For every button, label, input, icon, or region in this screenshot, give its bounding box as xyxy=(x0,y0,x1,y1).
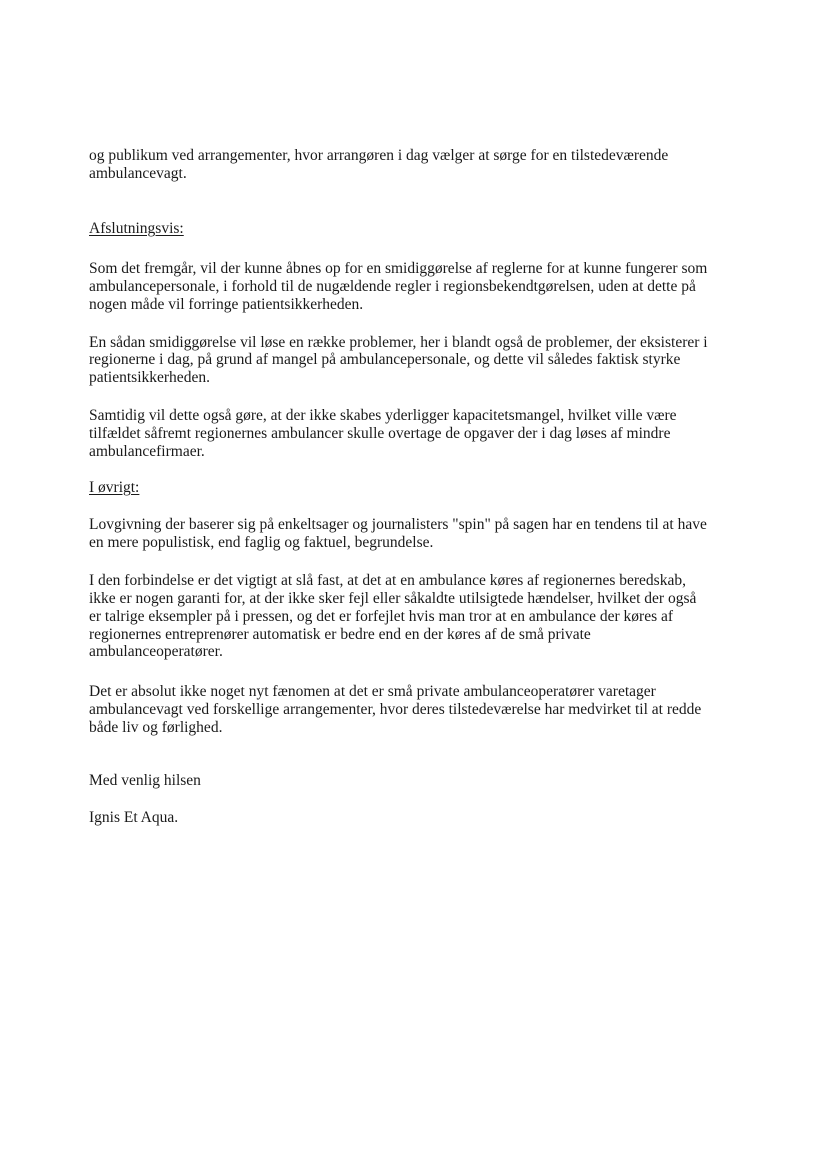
paragraph-line: både liv og førlighed. xyxy=(89,719,223,736)
paragraph-line: ikke er nogen garanti for, at der ikke sker fejl eller såkaldte utilsigtede hændelser, hvilket der også xyxy=(89,590,697,607)
paragraph-line: ambulancepersonale, i forhold til de nugældende regler i regionsbekendtgørelsen, uden at dette på xyxy=(89,278,696,295)
intro-line: ambulancevagt. xyxy=(89,165,187,182)
paragraph-line: regionerne i dag, på grund af mangel på ambulancepersonale, og dette vil således faktisk styrke xyxy=(89,351,681,368)
paragraph-line: ambulancevagt ved forskellige arrangementer, hvor deres tilstedeværelse har medvirket til at redde xyxy=(89,701,702,718)
section-heading-closing: Afslutningsvis: xyxy=(89,220,184,237)
paragraph-line: er talrige eksempler på i pressen, og det er forfejlet hvis man tror at en ambulance der køres af xyxy=(89,608,674,625)
paragraph-line: en mere populistisk, end faglig og faktuel, begrundelse. xyxy=(89,534,434,551)
paragraph-line: tilfældet såfremt regionernes ambulancer skulle overtage de opgaver der i dag løses af mindre xyxy=(89,425,671,442)
paragraph-line: regionernes entreprenører automatisk er bedre end en der køres af de små private xyxy=(89,626,591,643)
salutation: Med venlig hilsen xyxy=(89,772,201,789)
paragraph-line: patientsikkerheden. xyxy=(89,369,210,386)
paragraph-line: Samtidig vil dette også gøre, at der ikke skabes yderligger kapacitetsmangel, hvilket ville være xyxy=(89,407,677,424)
paragraph-line: Lovgivning der baserer sig på enkeltsager og journalisters "spin" på sagen har en tendens til at have xyxy=(89,516,707,533)
section-heading-other: I øvrigt: xyxy=(89,479,140,496)
paragraph-line: En sådan smidiggørelse vil løse en række problemer, her i blandt også de problemer, der eksisterer i xyxy=(89,334,708,351)
paragraph-line: nogen måde vil forringe patientsikkerheden. xyxy=(89,296,364,313)
intro-line: og publikum ved arrangementer, hvor arrangøren i dag vælger at sørge for en tilstedeværende xyxy=(89,147,669,164)
signature: Ignis Et Aqua. xyxy=(89,809,179,826)
paragraph-line: Det er absolut ikke noget nyt fænomen at det er små private ambulanceoperatører varetager xyxy=(89,683,656,700)
paragraph-line: ambulanceoperatører. xyxy=(89,643,223,660)
paragraph-line: ambulancefirmaer. xyxy=(89,443,205,460)
paragraph-line: Som det fremgår, vil der kunne åbnes op for en smidiggørelse af reglerne for at kunne fungerer som xyxy=(89,260,708,277)
paragraph-line: I den forbindelse er det vigtigt at slå fast, at det at en ambulance køres af regionernes beredskab, xyxy=(89,572,686,589)
